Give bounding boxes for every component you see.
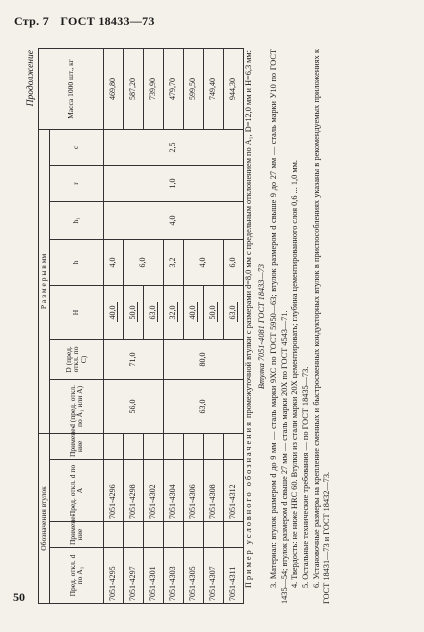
value-H: 50,0 — [209, 302, 218, 322]
cell-design-a: 7051-4304 — [163, 460, 183, 522]
cell-H — [163, 285, 183, 339]
example-text: промежуточной втулки с размерами d=8,0 мм с предельным отклонением по А₁, D=12,0 мм и H=6,3 мм: — [244, 50, 253, 418]
cell-applic1 — [183, 522, 203, 548]
col-applic1: Примене-ние — [49, 522, 103, 548]
cell-applic2 — [223, 433, 243, 459]
notes-block — [244, 49, 333, 604]
cell-applic1 — [103, 522, 123, 548]
note-6: 6. Установочные размеры на крепление сменных и быстросменных кондукторных втулок в приспособлениях указаны в рекомендуемых приложениях к ГОСТ 18431—73 и ГОСТ 18432—73. — [311, 49, 332, 604]
cell-design-a1: 7051-4305 — [183, 548, 203, 604]
col-d: d (пред. откл. по А₁ или А) — [49, 379, 103, 433]
note-5: 5. Остальные технические требования — по ГОСТ 18435—73. — [301, 366, 311, 588]
cell-design-a: 7051-4302 — [143, 460, 163, 522]
cell-H — [143, 285, 163, 339]
value-H: 63,0 — [229, 302, 238, 322]
page-number: 50 — [13, 590, 25, 604]
cell-design-a: 7051-4308 — [203, 460, 223, 522]
standard-code: ГОСТ 18433—73 — [60, 14, 155, 28]
cell-D: 71,0 — [103, 339, 163, 379]
cell-design-a1: 7051-4307 — [203, 548, 223, 604]
cell-h: 6,0 — [223, 239, 243, 285]
cell-h: 4,0 — [183, 239, 223, 285]
note-4: 4. Твердость: не ниже HRC 60. Втулки из стали марки 20Х цементировать; глубина цементированного слоя 0,6 ... 1,0 мм. — [290, 160, 300, 588]
cell-design-a: 7051-4298 — [123, 460, 143, 522]
col-c: c — [49, 129, 103, 165]
cell-applic2 — [123, 433, 143, 459]
cell-h: 6,0 — [123, 239, 163, 285]
col-applic2: Примене-ние — [49, 433, 103, 459]
cell-applic1 — [203, 522, 223, 548]
col-r: r — [49, 165, 103, 201]
cell-mass: 749,40 — [203, 48, 223, 129]
col-design-a: Пред. откл. d по А — [49, 460, 103, 522]
example-head: Пример условного обозначения — [244, 420, 253, 588]
cell-mass: 739,90 — [143, 48, 163, 129]
cell-H — [103, 285, 123, 339]
designation-group-header: Обозначения втулок — [39, 433, 50, 603]
cell-mass: 599,50 — [183, 48, 203, 129]
cell-applic2 — [143, 433, 163, 459]
continuation-label: Продолжение — [26, 50, 36, 107]
table-row — [103, 48, 123, 603]
cell-h: 4,0 — [103, 239, 123, 285]
cell-applic1 — [163, 522, 183, 548]
cell-H — [203, 285, 223, 339]
value-H: 32,0 — [169, 302, 178, 322]
cell-D: 80,0 — [163, 339, 243, 379]
cell-applic1 — [223, 522, 243, 548]
cell-d: 63,0 — [163, 379, 243, 433]
value-H: 40,0 — [189, 302, 198, 322]
cell-applic2 — [103, 433, 123, 459]
bushing-table — [38, 48, 244, 604]
cell-h: 3,2 — [163, 239, 183, 285]
cell-design-a: 7051-4296 — [103, 460, 123, 522]
cell-applic2 — [163, 433, 183, 459]
cell-c: 2,5 — [103, 129, 243, 165]
cell-applic2 — [183, 433, 203, 459]
col-D: D (пред. откл. по С) — [49, 339, 103, 379]
cell-mass: 944,30 — [223, 48, 243, 129]
cell-design-a1: 7051-4311 — [223, 548, 243, 604]
cell-H — [223, 285, 243, 339]
note-3: 3. Материал: втулок размером d до 9 мм — сталь марки 9ХС по ГОСТ 5950—63; втулок размером d свыше 9 до 27 мм — сталь марки У10 по ГОСТ 1435—54; втулок размером d свыше 27 мм — сталь марки 20Х по ГОСТ 4543—71. — [269, 49, 289, 604]
sizes-group-header: Р а з м е р ы в мм — [39, 129, 50, 433]
col-h1: h₁ — [49, 201, 103, 239]
value-H: 50,0 — [129, 302, 138, 322]
cell-H — [123, 285, 143, 339]
cell-design-a: 7051-4306 — [183, 460, 203, 522]
col-h: h — [49, 239, 103, 285]
col-design-a1: Пред. откл. d по А₁ — [49, 548, 103, 604]
cell-mass: 469,80 — [103, 48, 123, 129]
page-header — [14, 14, 163, 29]
cell-r: 1,0 — [103, 165, 243, 201]
cell-design-a1: 7051-4295 — [103, 548, 123, 604]
col-H: H — [49, 285, 103, 339]
cell-applic2 — [203, 433, 223, 459]
example-paragraph — [244, 49, 255, 604]
cell-mass: 587,20 — [123, 48, 143, 129]
cell-applic1 — [143, 522, 163, 548]
cell-H — [183, 285, 203, 339]
cell-design-a1: 7051-4301 — [143, 548, 163, 604]
example-title: Втулка 7051-4081 ГОСТ 18433—73 — [256, 263, 266, 390]
cell-design-a1: 7051-4297 — [123, 548, 143, 604]
cell-applic1 — [123, 522, 143, 548]
value-H: 63,0 — [149, 302, 158, 322]
cell-design-a: 7051-4312 — [223, 460, 243, 522]
cell-d: 56,0 — [103, 379, 163, 433]
page-ref: Стр. 7 — [14, 14, 50, 28]
rotated-content — [22, 44, 406, 604]
cell-design-a1: 7051-4303 — [163, 548, 183, 604]
cell-mass: 479,70 — [163, 48, 183, 129]
value-H: 40,0 — [109, 302, 118, 322]
cell-h1: 4,0 — [103, 201, 243, 239]
col-mass: Масса 1000 шт., кг — [39, 48, 104, 129]
